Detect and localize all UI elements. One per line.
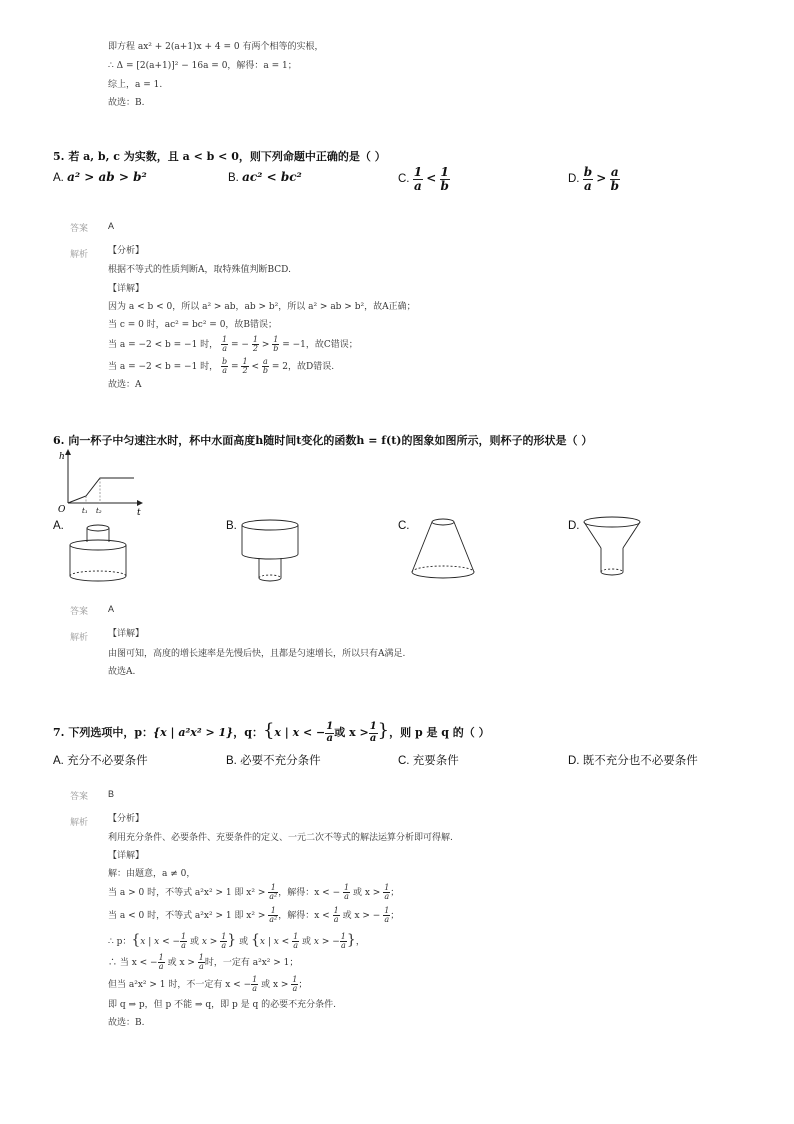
option-expr: ac² < bc² [242,170,302,184]
cup-d-image [582,512,642,582]
option-letter: C. [398,173,410,186]
t1-label: t₁ [82,507,88,515]
q-set-part: x | x < − [274,726,326,739]
q5-option-c[interactable] [398,166,450,192]
option-text: 必要不充分条件 [240,755,321,767]
q-set-or: 或 x > [334,726,369,739]
option-text: 既不充分也不必要条件 [582,755,698,767]
option-letter: B. [228,172,239,184]
q6-option-b[interactable]: B. [226,520,237,532]
y-axis-label: h [59,452,65,462]
q7-option-b[interactable] [226,752,321,768]
brace-open: { [262,720,275,741]
solution-line: 即方程 ax² + 2(a+1)x + 4 = 0 有两个相等的实根， [108,42,324,52]
h-curve [68,478,134,503]
q-label: ，q： [233,726,263,739]
q5-option-a[interactable] [53,170,147,184]
option-letter: A. [53,755,64,767]
cup-a-image [66,520,130,586]
option-expr: a² > ab > b² [67,170,147,184]
answer-value: A [108,221,115,231]
operator: > [596,171,607,186]
option-letter: A. [53,172,64,184]
option-letter: D. [568,755,580,767]
q7-option-a[interactable] [53,752,148,768]
origin-label: O [58,505,66,515]
x-axis-label: t [137,508,141,518]
stem-prefix: 7. 下列选项中， [53,726,135,739]
analysis-line: ∴ p：{x | x < − $\frac{1}{a}$ 或 x > $\frac{1}{a}$ } 或 {x | x < $\frac{1}{a}$ 或 x > − $\frac{1}{a}$ }， [108,931,365,950]
p-label: p： [134,726,154,739]
p-set: {x | a²x² > 1} [153,726,234,739]
analysis-line: 即 q ⇒ p，但 p 不能 ⇒ q，即 p 是 q 的必要不充分条件. [108,1000,336,1010]
analysis-line: 故选：A [108,380,142,390]
option-text: 充要条件 [412,755,459,767]
answer-label: 答案 [70,606,89,616]
analysis-line: 故选A. [108,667,136,677]
analysis-line: 【分析】 [108,814,145,824]
solution-line: 故选：B. [108,98,145,108]
cup-c-image [408,514,478,584]
analysis-line: 【详解】 [108,284,145,294]
analysis-line: 由图可知，高度的增长速率是先慢后快，且都是匀速增长，所以只有A满足. [108,649,406,659]
q6-option-c[interactable]: C. [398,520,410,532]
q6-option-a[interactable]: A. [53,520,64,532]
analysis-line: 【详解】 [108,851,145,861]
option-letter: D. [568,173,580,186]
answer-label: 答案 [70,223,89,233]
analysis-line: 【详解】 [108,629,145,639]
question-6-stem: 6. 向一杯子中匀速注水时，杯中水面高度h随时间t变化的函数h = f(t)的图象如图所示，则杯子的形状是（ ） [53,434,593,447]
analysis-line: 当 a < 0 时，不等式 a²x² > 1 即 x² > $\frac{1}{\text{a²}}$ ，解得：x < $\frac{1}{a}$ 或 x > − $\frac{1}{a}$ ； [108,905,400,924]
analysis-label: 解析 [70,632,89,642]
answer-value: B [108,789,115,799]
solution-line: ∴ Δ = [2(a+1)]² − 16a = 0，解得：a = 1； [108,61,297,71]
analysis-label: 解析 [70,817,89,827]
stem-suffix: ，则 p 是 q 的（ ） [389,726,490,739]
operator: < [426,171,437,186]
q7-option-c[interactable] [398,752,459,768]
height-time-graph [56,448,146,518]
analysis-line-d: 当 a = −2 < b = −1 时， $\frac{b}{a}$ = $\frac{1}{2}$ < $\frac{a}{b}$ = 2，故D错误. [108,356,335,375]
analysis-line: 当 a > 0 时，不等式 a²x² > 1 即 x² > $\frac{1}{\text{a²}}$ ，解得：x < − $\frac{1}{a}$ 或 x > $\frac{1}{a}$ ； [108,882,400,901]
q6-option-d[interactable]: D. [568,520,580,532]
analysis-line: 解：由题意，a ≠ 0， [108,869,196,879]
fraction: $\frac{1}{b}$ [440,165,449,193]
analysis-line: 当 c = 0 时，ac² = bc² = 0，故B错误； [108,320,278,330]
analysis-line: ∴ 当 x < − $\frac{1}{a}$ 或 x > $\frac{1}{a}$ 时，一定有 a²x² > 1； [108,952,299,971]
question-5-stem: 5. 若 a, b, c 为实数，且 a < b < 0，则下列命题中正确的是（ ） [53,150,386,163]
q5-option-d[interactable] [568,166,620,192]
q7-option-d[interactable] [568,752,698,768]
analysis-line: 故选：B. [108,1018,145,1028]
fraction: $\frac{1}{a}$ [369,721,377,744]
option-letter: C. [398,755,410,767]
q5-option-b[interactable] [228,170,302,184]
answer-value: A [108,604,115,614]
fraction: $\frac{a}{b}$ [610,165,619,193]
answer-label: 答案 [70,791,89,801]
analysis-line: 根据不等式的性质判断A，取特殊值判断BCD. [108,265,291,275]
analysis-label: 解析 [70,249,89,259]
brace-close: } [377,720,390,741]
cup-b-image [238,516,302,586]
analysis-line: 利用充分条件、必要条件、充要条件的定义、一元二次不等式的解法运算分析即可得解. [108,833,453,843]
t2-label: t₂ [96,507,102,515]
fraction: $\frac{1}{a}$ [413,165,423,193]
question-7-stem [53,716,490,748]
fraction: $\frac{b}{a}$ [583,165,593,193]
analysis-line: 但当 a²x² > 1 时，不一定有 x < − $\frac{1}{a}$ 或 x > $\frac{1}{a}$ ； [108,974,308,993]
analysis-line-c: 当 a = −2 < b = −1 时， $\frac{1}{a}$ = − $\frac{1}{2}$ > $\frac{1}{b}$ = −1，故C错误； [108,334,358,353]
option-letter: B. [226,755,237,767]
analysis-line: 因为 a < b < 0，所以 a² > ab，ab > b²，所以 a² > ab > b²，故A正确； [108,302,416,312]
analysis-line: 【分析】 [108,246,145,256]
fraction: $\frac{1}{a}$ [326,721,334,744]
solution-line: 综上，a = 1. [108,80,163,90]
option-text: 充分不必要条件 [67,755,148,767]
